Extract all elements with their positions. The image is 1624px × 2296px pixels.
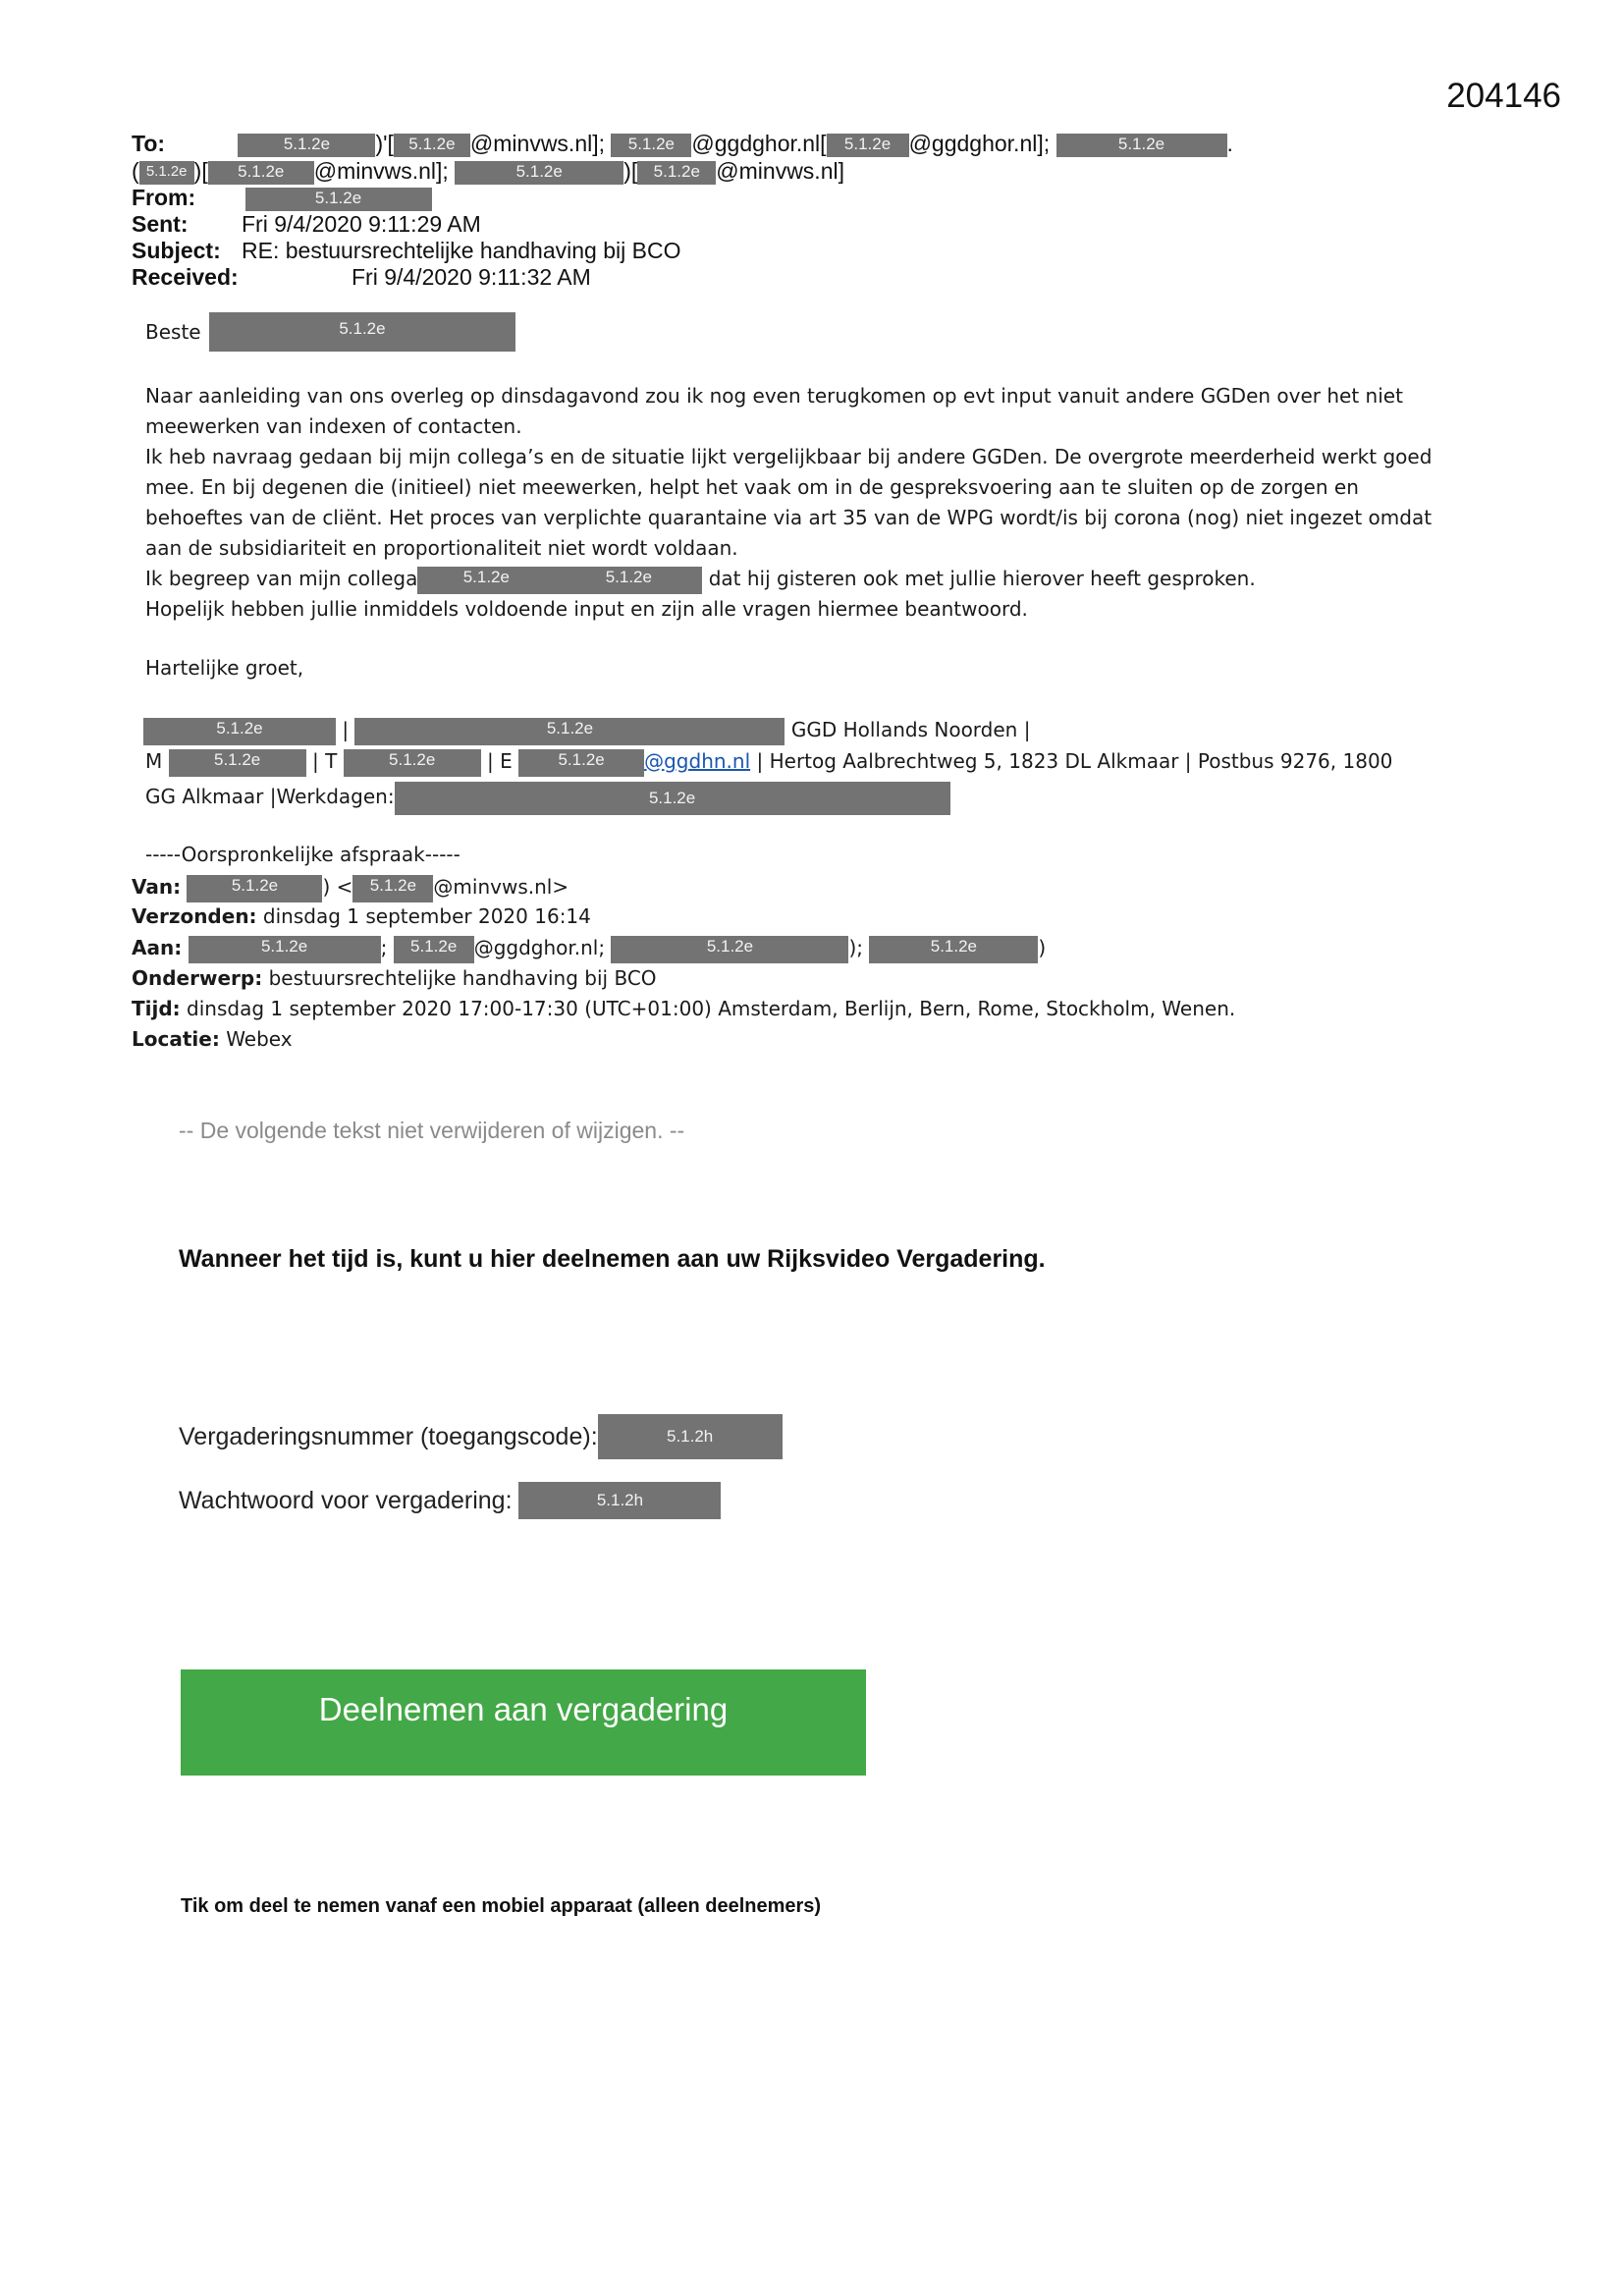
to2-text-4: @minvws.nl] xyxy=(716,158,844,184)
van-mid: ) < xyxy=(322,875,353,899)
original-locatie-line xyxy=(132,1027,293,1051)
van-label: Van: xyxy=(132,875,182,899)
signature-line-3 xyxy=(145,780,950,815)
onderwerp-label: Onderwerp: xyxy=(132,966,263,990)
p2-line-1: Ik heb navraag gedaan bij mijn collega’s en de situatie lijkt vergelijkbaar bij andere GGDen. De overgrote meerderheid werkt goed xyxy=(145,445,1433,468)
sig-email-link[interactable]: @ggdhn.nl xyxy=(644,749,751,773)
to-text-3: @ggdghor.nl[ xyxy=(691,131,827,156)
redaction-box: 5.1.2e xyxy=(208,161,314,185)
to-text-4: @ggdghor.nl]; xyxy=(908,131,1051,156)
redaction-box: 5.1.2e xyxy=(209,312,515,352)
aan-label: Aan: xyxy=(132,936,183,959)
redaction-box: 5.1.2e xyxy=(169,749,306,777)
redaction-box: 5.1.2e xyxy=(611,936,848,963)
redaction-box: 5.1.2h xyxy=(598,1414,783,1459)
do-not-edit-note: -- De volgende tekst niet verwijderen of wijzigen. -- xyxy=(179,1118,685,1143)
redaction-box: 5.1.2e xyxy=(417,567,555,594)
meeting-number-line xyxy=(179,1414,783,1459)
to2-text-3: )[ xyxy=(623,158,638,184)
header-to-line xyxy=(132,130,1233,157)
to2-text-0: ( xyxy=(132,158,139,184)
to-text-2: @minvws.nl]; xyxy=(469,131,605,156)
redaction-box: 5.1.2e xyxy=(352,875,433,902)
subject-value: RE: bestuursrechtelijke handhaving bij BCO xyxy=(242,238,681,263)
greeting: Beste xyxy=(145,320,201,344)
redaction-box: 5.1.2e xyxy=(238,134,375,157)
verzonden-value: dinsdag 1 september 2020 16:14 xyxy=(262,904,591,928)
sig-separator: | xyxy=(342,718,350,741)
to2-text-2: @minvws.nl]; xyxy=(313,158,449,184)
p3-line xyxy=(145,564,1432,594)
signature-line-2 xyxy=(145,746,1392,777)
document-number: 204146 xyxy=(1446,77,1561,115)
redaction-box: 5.1.2e xyxy=(354,718,785,745)
header-to-line-2 xyxy=(132,157,844,185)
header-subject-line xyxy=(132,237,680,264)
sent-label: Sent: xyxy=(132,211,189,237)
p4-line: Hopelijk hebben jullie inmiddels voldoende input en zijn alle vragen hiermee beantwoord. xyxy=(145,597,1028,621)
redaction-box: 5.1.2e xyxy=(395,782,950,815)
redaction-box: 5.1.2h xyxy=(518,1482,721,1519)
redaction-box: 5.1.2e xyxy=(518,749,644,777)
p3-post: dat hij gisteren ook met jullie hierover heeft gesproken. xyxy=(708,567,1256,590)
subject-label: Subject: xyxy=(132,238,221,263)
aan-end: ) xyxy=(1038,936,1047,959)
mobile-join-link[interactable]: Tik om deel te nemen vanaf een mobiel apparaat (alleen deelnemers) xyxy=(181,1895,822,1917)
locatie-label: Locatie: xyxy=(132,1027,220,1051)
meeting-number-label: Vergaderingsnummer (toegangscode): xyxy=(179,1423,598,1450)
p2-line-3: behoeftes van de cliënt. Het proces van verplichte quarantaine via art 35 van de WPG wordt/is bij corona (nog) niet ingezet omdat xyxy=(145,506,1433,529)
redaction-box: 5.1.2e xyxy=(189,936,381,963)
to2-text-1: )[ xyxy=(193,158,208,184)
signature-line-1 xyxy=(143,715,1030,745)
p1-line-1: Naar aanleiding van ons overleg op dinsdagavond zou ik nog even terugkomen op evt input vanuit andere GGDen over het niet xyxy=(145,384,1403,408)
sig-m: M xyxy=(145,749,163,773)
paragraph-1 xyxy=(145,381,1432,625)
redaction-box: 5.1.2e xyxy=(394,936,474,963)
greeting-line xyxy=(145,312,515,352)
sig-werkdagen: Werkdagen: xyxy=(276,785,395,808)
redaction-box: 5.1.2e xyxy=(827,134,909,157)
sig-address: | Hertog Aalbrechtweg 5, 1823 DL Alkmaar | Postbus 9276, 1800 xyxy=(756,749,1393,773)
locatie-value: Webex xyxy=(226,1027,293,1051)
sig-city: GG Alkmaar | xyxy=(145,785,277,808)
redaction-box: 5.1.2e xyxy=(455,161,623,185)
redaction-box: 5.1.2e xyxy=(869,936,1038,963)
meeting-password-line xyxy=(179,1482,721,1519)
closing: Hartelijke groet, xyxy=(145,656,304,680)
redaction-box: 5.1.2e xyxy=(637,161,716,185)
header-sent-line xyxy=(132,210,481,238)
original-van-line xyxy=(132,872,568,902)
received-label: Received: xyxy=(132,264,239,290)
redaction-box: 5.1.2e xyxy=(1056,134,1227,157)
p2-line-2: mee. En bij degenen die (initieel) niet meewerken, helpt het vaak om in de gespreksvoering aan te sluiten op de zorgen en xyxy=(145,475,1359,499)
redaction-box: 5.1.2e xyxy=(139,161,194,185)
verzonden-label: Verzonden: xyxy=(132,904,257,928)
meeting-password-label: Wachtwoord voor vergadering: xyxy=(179,1487,513,1514)
original-separator: -----Oorspronkelijke afspraak----- xyxy=(145,843,460,866)
join-meeting-button[interactable] xyxy=(181,1669,866,1776)
aan-sep-1: ; xyxy=(380,936,388,959)
sig-e: | E xyxy=(487,749,513,773)
sig-t: | T xyxy=(311,749,338,773)
aan-sep-2: ); xyxy=(848,936,864,959)
p2-line-4: aan de subsidiariteit en proportionaliteit niet wordt voldaan. xyxy=(145,536,738,560)
received-value: Fri 9/4/2020 9:11:32 AM xyxy=(352,264,591,290)
original-tijd-line xyxy=(132,997,1235,1020)
tijd-value: dinsdag 1 september 2020 17:00-17:30 (UTC+01:00) Amsterdam, Berlijn, Bern, Rome, Stockholm, Wenen. xyxy=(187,997,1236,1020)
p3-pre: Ik begreep van mijn collega xyxy=(145,567,418,590)
original-aan-line xyxy=(132,933,1046,963)
redaction-box: 5.1.2e xyxy=(344,749,481,777)
sent-value: Fri 9/4/2020 9:11:29 AM xyxy=(242,211,481,237)
sig-org: GGD Hollands Noorden | xyxy=(790,718,1031,741)
p1-line-2: meewerken van indexen of contacten. xyxy=(145,414,522,438)
aan-email: @ggdghor.nl; xyxy=(473,936,606,959)
join-meeting-button-label: Deelnemen aan vergadering xyxy=(318,1691,729,1727)
tijd-label: Tijd: xyxy=(132,997,181,1020)
original-onderwerp-line xyxy=(132,966,657,990)
redaction-box: 5.1.2e xyxy=(555,567,702,594)
onderwerp-value: bestuursrechtelijke handhaving bij BCO xyxy=(268,966,657,990)
redaction-box: 5.1.2e xyxy=(143,718,336,745)
to-text-5: . xyxy=(1226,131,1233,156)
join-heading: Wanneer het tijd is, kunt u hier deelnemen aan uw Rijksvideo Vergadering. xyxy=(179,1245,1046,1273)
original-verzonden-line xyxy=(132,904,591,928)
from-label: From: xyxy=(132,185,196,210)
redaction-box: 5.1.2e xyxy=(187,875,322,902)
to-label: To: xyxy=(132,131,166,156)
header-from-line xyxy=(132,184,432,211)
redaction-box: 5.1.2e xyxy=(611,134,691,157)
redaction-box: 5.1.2e xyxy=(245,188,432,211)
van-email: @minvws.nl> xyxy=(433,875,569,899)
to-text-1: )'[ xyxy=(375,131,394,156)
redaction-box: 5.1.2e xyxy=(394,134,470,157)
header-received-line xyxy=(132,263,591,291)
